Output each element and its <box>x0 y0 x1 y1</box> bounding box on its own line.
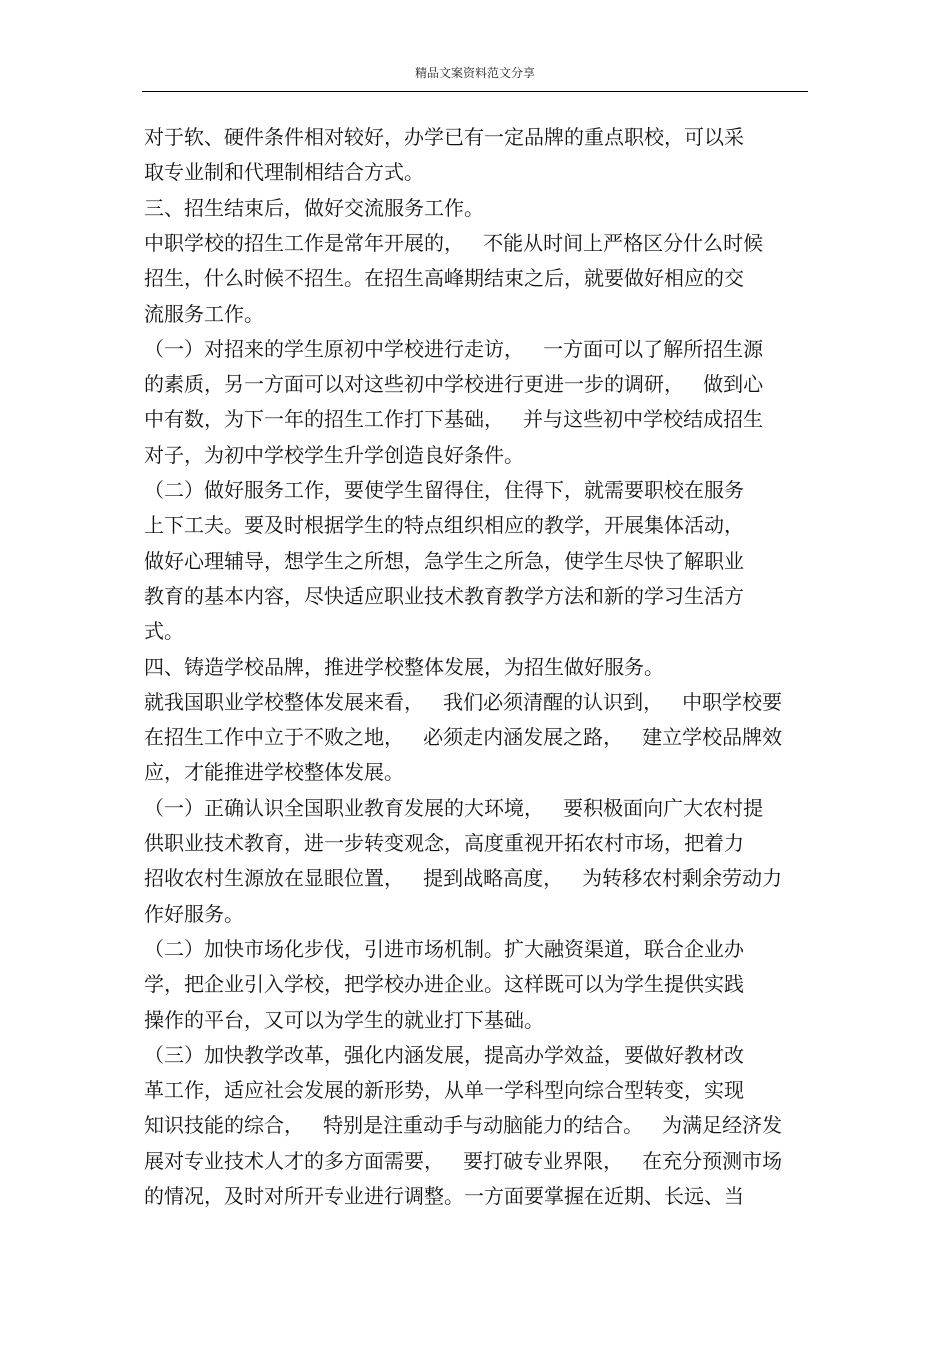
text-line: 取专业制和代理制相结合方式。 <box>144 160 424 184</box>
section-heading: 四、铸造学校品牌，推进学校整体发展，为招生做好服务。 <box>144 655 664 679</box>
text-line: 招收农村生源放在显眼位置， 提到战略高度， 为转移农村剩余劳动力 <box>144 866 783 890</box>
text-line: 的情况，及时对所开专业进行调整。一方面要掌握在近期、长远、当 <box>144 1184 744 1208</box>
text-line: 知识技能的综合， 特别是注重动手与动脑能力的结合。 为满足经济发 <box>144 1113 783 1137</box>
text-line: 对于软、硬件条件相对较好，办学已有一定品牌的重点职校，可以采 <box>144 125 744 149</box>
text-line: 革工作，适应社会发展的新形势，从单一学科型向综合型转变，实现 <box>144 1078 744 1102</box>
text-line: （二）做好服务工作，要使学生留得住，住得下，就需要职校在服务 <box>144 478 744 502</box>
page-header: 精品文案资料范文分享 <box>414 66 535 80</box>
text-line: 就我国职业学校整体发展来看， 我们必须清醒的认识到， 中职学校要 <box>144 690 783 714</box>
text-line: （三）加快教学改革，强化内涵发展，提高办学效益，要做好教材改 <box>144 1043 744 1067</box>
text-line: 学，把企业引入学校，把学校办进企业。这样既可以为学生提供实践 <box>144 972 744 996</box>
text-line: 中有数，为下一年的招生工作打下基础， 并与这些初中学校结成招生 <box>144 407 764 431</box>
text-line: 作好服务。 <box>144 902 244 926</box>
text-line: （一）正确认识全国职业教育发展的大环境， 要积极面向广大农村提 <box>144 796 764 820</box>
text-line: 在招生工作中立于不败之地， 必须走内涵发展之路， 建立学校品牌效 <box>144 725 783 749</box>
text-line: 对子，为初中学校学生升学创造良好条件。 <box>144 443 524 467</box>
text-line: 的素质，另一方面可以对这些初中学校进行更进一步的调研， 做到心 <box>144 372 764 396</box>
text-line: 操作的平台，又可以为学生的就业打下基础。 <box>144 1008 544 1032</box>
text-line: 上下工夫。要及时根据学生的特点组织相应的教学，开展集体活动， <box>144 513 744 537</box>
section-heading: 三、招生结束后，做好交流服务工作。 <box>144 196 484 220</box>
text-line: （一）对招来的学生原初中学校进行走访， 一方面可以了解所招生源 <box>144 337 764 361</box>
text-line: 流服务工作。 <box>144 302 264 326</box>
text-line: 应，才能推进学校整体发展。 <box>144 760 404 784</box>
text-line: 展对专业技术人才的多方面需要， 要打破专业界限， 在充分预测市场 <box>144 1149 783 1173</box>
text-line: 做好心理辅导，想学生之所想，急学生之所急，使学生尽快了解职业 <box>144 549 744 573</box>
text-line: （二）加快市场化步伐，引进市场机制。扩大融资渠道，联合企业办 <box>144 937 744 961</box>
text-line: 招生，什么时候不招生。在招生高峰期结束之后，就要做好相应的交 <box>144 266 744 290</box>
text-line: 中职学校的招生工作是常年开展的， 不能从时间上严格区分什么时候 <box>144 231 764 255</box>
text-line: 教育的基本内容，尽快适应职业技术教育教学方法和新的学习生活方 <box>144 584 744 608</box>
text-line: 供职业技术教育，进一步转变观念，高度重视开拓农村市场，把着力 <box>144 831 744 855</box>
text-line: 式。 <box>144 619 184 643</box>
